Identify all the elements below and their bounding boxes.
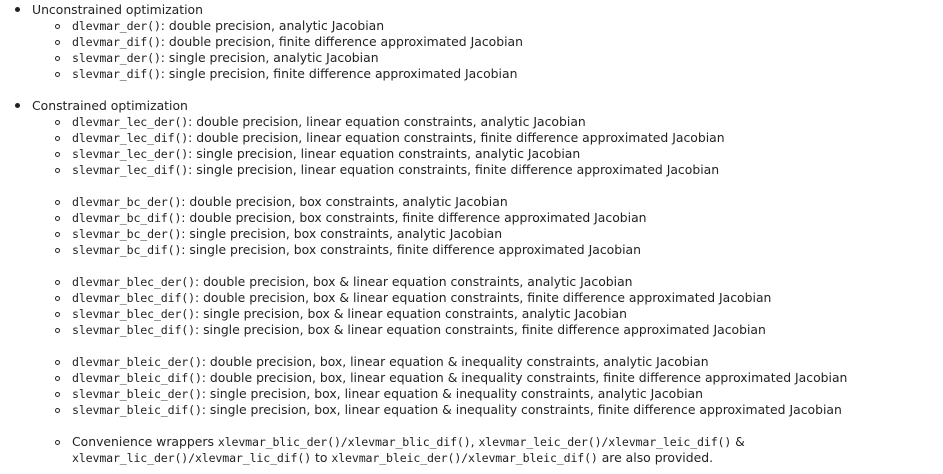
function-description: : double precision, linear equation constraints, analytic Jacobian <box>188 114 586 129</box>
function-name: xlevmar_lic_der()/xlevmar_lic_dif() <box>72 451 312 465</box>
function-name: dlevmar_bc_dif() <box>72 211 182 225</box>
function-name: dlevmar_lec_der() <box>72 115 189 129</box>
function-name: slevmar_bleic_dif() <box>72 403 202 417</box>
bullet-circle <box>55 354 60 370</box>
function-name: slevmar_blec_dif() <box>72 323 195 337</box>
function-name: slevmar_dif() <box>72 67 161 81</box>
function-name: dlevmar_bc_der() <box>72 195 182 209</box>
bullet-circle <box>55 34 60 50</box>
bullet-circle <box>55 162 60 178</box>
function-name: dlevmar_bleic_der() <box>72 355 202 369</box>
function-description: : single precision, linear equation constraints, analytic Jacobian <box>188 146 581 161</box>
bullet-circle <box>55 386 60 402</box>
wrappers-text: & <box>731 434 745 449</box>
function-name: slevmar_lec_dif() <box>72 163 189 177</box>
bullet-circle <box>55 146 60 162</box>
function-description: : single precision, box, linear equation & inequality constraints, analytic Jacobian <box>201 386 703 401</box>
bullet-circle <box>55 50 60 66</box>
function-name: dlevmar_blec_dif() <box>72 291 195 305</box>
function-name: dlevmar_blec_der() <box>72 275 195 289</box>
bullet-disc <box>15 2 20 18</box>
function-description: : double precision, finite difference approximated Jacobian <box>160 34 523 49</box>
function-name: xlevmar_bleic_der()/xlevmar_bleic_dif() <box>331 451 598 465</box>
bullet-circle <box>55 210 60 226</box>
function-name: slevmar_blec_der() <box>72 307 195 321</box>
function-name: slevmar_bc_dif() <box>72 243 182 257</box>
function-description: : double precision, box constraints, analytic Jacobian <box>181 194 508 209</box>
function-description: : single precision, finite difference approximated Jacobian <box>160 66 518 81</box>
function-name: dlevmar_lec_dif() <box>72 131 189 145</box>
function-description: : double precision, box & linear equation constraints, analytic Jacobian <box>194 274 633 289</box>
function-description: : single precision, linear equation constraints, finite difference approximated Jacobian <box>188 162 720 177</box>
function-name: dlevmar_dif() <box>72 35 161 49</box>
function-description: : single precision, box constraints, finite difference approximated Jacobian <box>181 242 641 257</box>
function-name: dlevmar_der() <box>72 19 161 33</box>
wrappers-separator: , <box>470 434 479 449</box>
bullet-circle <box>55 130 60 146</box>
function-description: : single precision, analytic Jacobian <box>160 50 379 65</box>
section-title: Unconstrained optimization <box>32 2 203 17</box>
function-description: : double precision, box & linear equation constraints, finite difference approximated Jacobian <box>194 290 772 305</box>
function-description: : single precision, box & linear equation constraints, analytic Jacobian <box>194 306 627 321</box>
function-name: slevmar_der() <box>72 51 161 65</box>
function-description: : single precision, box & linear equation constraints, finite difference approximated Jacobian <box>194 322 766 337</box>
bullet-circle <box>55 322 60 338</box>
bullet-circle <box>55 402 60 418</box>
bullet-circle <box>55 226 60 242</box>
wrappers-text: are also provided. <box>597 450 714 465</box>
function-description: : single precision, box constraints, analytic Jacobian <box>181 226 503 241</box>
bullet-circle <box>55 66 60 82</box>
function-description: : double precision, box constraints, finite difference approximated Jacobian <box>181 210 647 225</box>
function-name: slevmar_lec_der() <box>72 147 189 161</box>
function-description: : single precision, box, linear equation & inequality constraints, finite difference approximated Jacobian <box>201 402 842 417</box>
bullet-circle <box>55 370 60 386</box>
section-title: Constrained optimization <box>32 98 188 113</box>
bullet-circle <box>55 194 60 210</box>
function-name: dlevmar_bleic_dif() <box>72 371 202 385</box>
function-description: : double precision, analytic Jacobian <box>160 18 385 33</box>
bullet-circle <box>55 18 60 34</box>
function-name: xlevmar_blic_der()/xlevmar_blic_dif() <box>217 435 471 449</box>
bullet-circle <box>55 274 60 290</box>
bullet-disc <box>15 98 20 114</box>
bullet-circle <box>55 434 60 450</box>
bullet-circle <box>55 114 60 130</box>
function-description: : double precision, box, linear equation & inequality constraints, finite difference approximated Jacobian <box>201 370 848 385</box>
function-description: : double precision, linear equation constraints, finite difference approximated Jacobian <box>188 130 725 145</box>
function-name: xlevmar_leic_der()/xlevmar_leic_dif() <box>478 435 732 449</box>
function-description: : double precision, box, linear equation & inequality constraints, analytic Jacobian <box>201 354 709 369</box>
wrappers-text: to <box>311 450 332 465</box>
bullet-circle <box>55 306 60 322</box>
function-name: slevmar_bc_der() <box>72 227 182 241</box>
function-name: slevmar_bleic_der() <box>72 387 202 401</box>
bullet-circle <box>55 242 60 258</box>
bullet-circle <box>55 290 60 306</box>
wrappers-text: Convenience wrappers <box>72 434 218 449</box>
